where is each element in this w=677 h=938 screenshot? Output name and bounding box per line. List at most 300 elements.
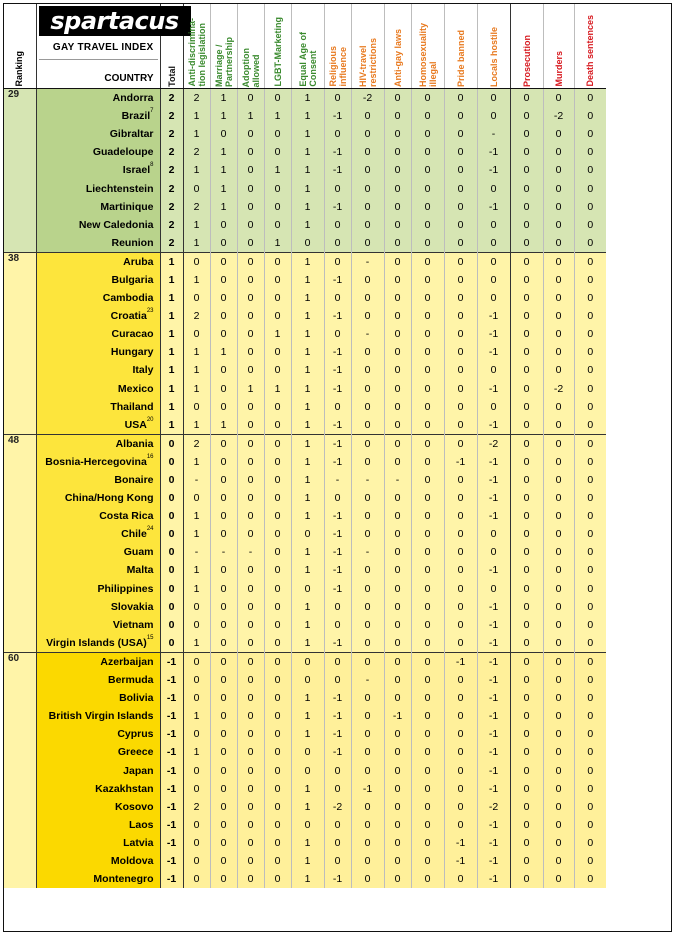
value-cell: 0 bbox=[510, 179, 543, 197]
value-cell: 0 bbox=[183, 289, 210, 307]
total-cell: 0 bbox=[160, 561, 183, 579]
total-cell: -1 bbox=[160, 834, 183, 852]
value-cell: 0 bbox=[510, 780, 543, 798]
value-cell: 1 bbox=[291, 398, 324, 416]
ranking-header bbox=[3, 3, 36, 89]
table-body bbox=[3, 89, 606, 889]
value-cell: 0 bbox=[291, 580, 324, 598]
value-cell: 0 bbox=[411, 380, 444, 398]
total-cell: -1 bbox=[160, 725, 183, 743]
value-cell: 0 bbox=[237, 580, 264, 598]
value-cell: 0 bbox=[351, 852, 384, 870]
total-cell: -1 bbox=[160, 870, 183, 888]
value-cell: 0 bbox=[574, 453, 606, 471]
country-cell bbox=[36, 325, 160, 343]
value-cell: - bbox=[237, 543, 264, 561]
table-row bbox=[3, 561, 606, 579]
country-cell bbox=[36, 380, 160, 398]
value-cell: 0 bbox=[574, 398, 606, 416]
value-cell: 0 bbox=[543, 725, 574, 743]
total-cell: 1 bbox=[160, 398, 183, 416]
value-cell: 0 bbox=[411, 179, 444, 197]
value-cell: 0 bbox=[210, 434, 237, 453]
value-cell: 0 bbox=[574, 198, 606, 216]
value-cell: 1 bbox=[237, 107, 264, 125]
footnote-marker: 7 bbox=[150, 108, 154, 115]
country-name: Cambodia bbox=[102, 292, 154, 305]
value-cell: 0 bbox=[574, 816, 606, 834]
table-row bbox=[3, 234, 606, 253]
country-cell bbox=[36, 707, 160, 725]
value-cell: 0 bbox=[183, 780, 210, 798]
value-cell: 2 bbox=[183, 143, 210, 161]
value-cell: 1 bbox=[291, 489, 324, 507]
value-cell: 0 bbox=[210, 289, 237, 307]
country-cell bbox=[36, 307, 160, 325]
value-cell: 0 bbox=[237, 416, 264, 435]
value-cell: 0 bbox=[543, 598, 574, 616]
total-cell: 1 bbox=[160, 380, 183, 398]
value-cell: 0 bbox=[324, 652, 351, 671]
value-cell: 0 bbox=[210, 761, 237, 779]
value-cell: -1 bbox=[384, 707, 411, 725]
value-cell: 0 bbox=[510, 489, 543, 507]
value-cell: 1 bbox=[291, 89, 324, 108]
value-cell: 0 bbox=[351, 561, 384, 579]
value-cell: 0 bbox=[574, 380, 606, 398]
value-cell: 0 bbox=[264, 798, 291, 816]
value-cell: 0 bbox=[324, 671, 351, 689]
column-header-label: Death sentences bbox=[585, 15, 596, 87]
total-cell: 0 bbox=[160, 525, 183, 543]
value-cell: 0 bbox=[510, 252, 543, 271]
value-cell: -1 bbox=[477, 671, 510, 689]
value-cell: 0 bbox=[264, 634, 291, 653]
table-row bbox=[3, 198, 606, 216]
value-cell: 0 bbox=[411, 125, 444, 143]
value-cell: 0 bbox=[384, 289, 411, 307]
value-cell: 0 bbox=[510, 216, 543, 234]
value-cell: 0 bbox=[237, 743, 264, 761]
country-cell bbox=[36, 634, 160, 653]
value-cell: 0 bbox=[411, 616, 444, 634]
value-cell: 0 bbox=[411, 507, 444, 525]
value-cell: 0 bbox=[543, 761, 574, 779]
value-cell: 1 bbox=[291, 216, 324, 234]
value-cell: 0 bbox=[351, 234, 384, 253]
column-header-label: Homosexuality illegal bbox=[417, 22, 438, 87]
value-cell: 0 bbox=[543, 507, 574, 525]
value-cell: 0 bbox=[237, 707, 264, 725]
value-cell: 0 bbox=[510, 852, 543, 870]
value-cell: 0 bbox=[574, 416, 606, 435]
value-cell: 0 bbox=[444, 816, 477, 834]
table-row bbox=[3, 361, 606, 379]
value-cell: 0 bbox=[264, 198, 291, 216]
value-cell: 0 bbox=[543, 307, 574, 325]
value-cell: 0 bbox=[543, 216, 574, 234]
value-cell: 1 bbox=[210, 179, 237, 197]
value-cell: 0 bbox=[574, 89, 606, 108]
value-cell: 1 bbox=[291, 852, 324, 870]
value-cell: 0 bbox=[411, 852, 444, 870]
value-cell: 0 bbox=[237, 343, 264, 361]
value-cell: 0 bbox=[510, 743, 543, 761]
table-row bbox=[3, 89, 606, 108]
value-cell: 0 bbox=[411, 652, 444, 671]
value-cell: 2 bbox=[183, 307, 210, 325]
country-cell bbox=[36, 870, 160, 888]
value-cell: 0 bbox=[444, 216, 477, 234]
value-cell: 0 bbox=[237, 489, 264, 507]
value-cell: 0 bbox=[384, 489, 411, 507]
value-cell: 0 bbox=[510, 198, 543, 216]
footnote-marker: 23 bbox=[146, 308, 154, 315]
value-cell: 1 bbox=[183, 634, 210, 653]
value-cell: 0 bbox=[210, 707, 237, 725]
value-cell: 1 bbox=[264, 380, 291, 398]
value-cell: 0 bbox=[543, 671, 574, 689]
value-cell: 0 bbox=[574, 707, 606, 725]
value-cell: 1 bbox=[291, 834, 324, 852]
country-cell bbox=[36, 725, 160, 743]
column-header-10 bbox=[444, 3, 477, 89]
country-name: Moldova bbox=[110, 854, 154, 867]
value-cell: 0 bbox=[574, 743, 606, 761]
value-cell: 0 bbox=[210, 325, 237, 343]
value-cell: 0 bbox=[210, 216, 237, 234]
value-cell: - bbox=[183, 471, 210, 489]
value-cell: 0 bbox=[444, 634, 477, 653]
value-cell: 0 bbox=[210, 671, 237, 689]
value-cell: -1 bbox=[477, 834, 510, 852]
country-column-label: COUNTRY bbox=[104, 73, 154, 84]
value-cell: - bbox=[324, 471, 351, 489]
value-cell: 0 bbox=[264, 89, 291, 108]
value-cell: 0 bbox=[237, 598, 264, 616]
total-cell: 1 bbox=[160, 271, 183, 289]
value-cell: 0 bbox=[210, 816, 237, 834]
value-cell: 1 bbox=[183, 453, 210, 471]
value-cell: 0 bbox=[237, 780, 264, 798]
value-cell: 0 bbox=[210, 361, 237, 379]
value-cell: 0 bbox=[264, 707, 291, 725]
value-cell: 0 bbox=[411, 234, 444, 253]
value-cell: -1 bbox=[324, 107, 351, 125]
value-cell: 0 bbox=[237, 398, 264, 416]
value-cell: -1 bbox=[477, 416, 510, 435]
value-cell: 0 bbox=[237, 834, 264, 852]
country-cell bbox=[36, 216, 160, 234]
value-cell: 0 bbox=[510, 652, 543, 671]
value-cell: 0 bbox=[411, 398, 444, 416]
value-cell: 0 bbox=[384, 852, 411, 870]
value-cell: 0 bbox=[384, 161, 411, 179]
value-cell: -1 bbox=[477, 634, 510, 653]
value-cell: 0 bbox=[237, 852, 264, 870]
value-cell: 0 bbox=[574, 234, 606, 253]
country-cell bbox=[36, 107, 160, 125]
value-cell: -1 bbox=[444, 834, 477, 852]
table-row bbox=[3, 816, 606, 834]
country-name: Bosnia-Hercegovina bbox=[45, 455, 147, 468]
value-cell: 0 bbox=[237, 289, 264, 307]
value-cell: 0 bbox=[324, 761, 351, 779]
value-cell: -1 bbox=[477, 561, 510, 579]
value-cell: 0 bbox=[264, 271, 291, 289]
value-cell: 1 bbox=[291, 434, 324, 453]
table-row bbox=[3, 616, 606, 634]
total-cell: 0 bbox=[160, 634, 183, 653]
value-cell: -2 bbox=[324, 798, 351, 816]
value-cell: 0 bbox=[411, 453, 444, 471]
value-cell: 0 bbox=[543, 143, 574, 161]
table-row bbox=[3, 434, 606, 453]
table-row bbox=[3, 343, 606, 361]
value-cell: 0 bbox=[264, 816, 291, 834]
column-header-label: Religious influence bbox=[327, 46, 348, 87]
value-cell: 0 bbox=[264, 852, 291, 870]
value-cell: 0 bbox=[183, 671, 210, 689]
value-cell: 0 bbox=[543, 416, 574, 435]
value-cell: 0 bbox=[543, 525, 574, 543]
country-cell bbox=[36, 834, 160, 852]
country-name: Liechtenstein bbox=[85, 182, 154, 195]
value-cell: 0 bbox=[411, 707, 444, 725]
value-cell: 0 bbox=[574, 507, 606, 525]
value-cell: 1 bbox=[183, 361, 210, 379]
value-cell: 0 bbox=[264, 870, 291, 888]
value-cell: 0 bbox=[510, 707, 543, 725]
value-cell: 0 bbox=[444, 107, 477, 125]
value-cell: 0 bbox=[411, 161, 444, 179]
value-cell: -1 bbox=[324, 161, 351, 179]
total-cell: 2 bbox=[160, 198, 183, 216]
column-header-label: LGBT-Marketing bbox=[272, 17, 283, 87]
value-cell: 0 bbox=[510, 834, 543, 852]
value-cell: 0 bbox=[411, 761, 444, 779]
column-header-11 bbox=[477, 3, 510, 89]
value-cell: 0 bbox=[510, 598, 543, 616]
value-cell: 0 bbox=[351, 870, 384, 888]
value-cell: 0 bbox=[351, 307, 384, 325]
column-header-label: Locals hostile bbox=[488, 26, 499, 87]
value-cell: 0 bbox=[351, 107, 384, 125]
value-cell: 0 bbox=[351, 743, 384, 761]
value-cell: -1 bbox=[477, 307, 510, 325]
value-cell: 0 bbox=[444, 307, 477, 325]
total-cell: 2 bbox=[160, 161, 183, 179]
value-cell: 0 bbox=[384, 252, 411, 271]
value-cell: 0 bbox=[210, 870, 237, 888]
value-cell: 0 bbox=[384, 725, 411, 743]
column-header-label: Equal Age of Consent bbox=[297, 32, 318, 87]
value-cell: 0 bbox=[543, 434, 574, 453]
country-name: Italy bbox=[132, 364, 154, 377]
value-cell: 0 bbox=[411, 580, 444, 598]
value-cell: -1 bbox=[477, 325, 510, 343]
value-cell: 0 bbox=[543, 271, 574, 289]
country-name: Greece bbox=[117, 746, 154, 759]
value-cell: 0 bbox=[324, 252, 351, 271]
table-row bbox=[3, 525, 606, 543]
value-cell: 0 bbox=[324, 616, 351, 634]
value-cell: 0 bbox=[264, 834, 291, 852]
value-cell: 0 bbox=[384, 125, 411, 143]
value-cell: 1 bbox=[264, 325, 291, 343]
value-cell: 0 bbox=[444, 125, 477, 143]
value-cell: 0 bbox=[264, 743, 291, 761]
value-cell: 0 bbox=[210, 561, 237, 579]
header-divider bbox=[39, 59, 158, 60]
value-cell: 0 bbox=[210, 525, 237, 543]
value-cell: 0 bbox=[411, 543, 444, 561]
value-cell: 1 bbox=[291, 252, 324, 271]
country-cell bbox=[36, 816, 160, 834]
value-cell: 0 bbox=[444, 616, 477, 634]
value-cell: -1 bbox=[477, 507, 510, 525]
column-header-label: Anti-gay laws bbox=[392, 28, 403, 87]
value-cell: 0 bbox=[291, 652, 324, 671]
table-row bbox=[3, 125, 606, 143]
value-cell: -1 bbox=[324, 743, 351, 761]
table-row bbox=[3, 307, 606, 325]
value-cell: 0 bbox=[444, 671, 477, 689]
country-cell bbox=[36, 434, 160, 453]
country-cell bbox=[36, 289, 160, 307]
value-cell: 0 bbox=[351, 507, 384, 525]
value-cell: 1 bbox=[210, 161, 237, 179]
value-cell: 0 bbox=[543, 289, 574, 307]
table-row bbox=[3, 416, 606, 435]
value-cell: 0 bbox=[477, 361, 510, 379]
table-row bbox=[3, 743, 606, 761]
value-cell: 0 bbox=[237, 179, 264, 197]
value-cell: -1 bbox=[477, 852, 510, 870]
value-cell: 0 bbox=[183, 852, 210, 870]
value-cell: 0 bbox=[351, 289, 384, 307]
value-cell: 1 bbox=[291, 161, 324, 179]
total-cell: -1 bbox=[160, 707, 183, 725]
column-header-label: Murders bbox=[553, 51, 564, 87]
value-cell: 0 bbox=[351, 725, 384, 743]
value-cell: 0 bbox=[543, 343, 574, 361]
value-cell: 0 bbox=[543, 471, 574, 489]
value-cell: 0 bbox=[237, 125, 264, 143]
value-cell: 0 bbox=[210, 125, 237, 143]
value-cell: 0 bbox=[237, 561, 264, 579]
value-cell: 0 bbox=[411, 798, 444, 816]
value-cell: 0 bbox=[477, 525, 510, 543]
value-cell: 0 bbox=[384, 398, 411, 416]
column-header-label: Adoption allowed bbox=[240, 47, 261, 87]
table-row bbox=[3, 870, 606, 888]
value-cell: 0 bbox=[237, 634, 264, 653]
value-cell: 0 bbox=[384, 816, 411, 834]
value-cell: 0 bbox=[411, 107, 444, 125]
value-cell: 0 bbox=[264, 561, 291, 579]
value-cell: 0 bbox=[411, 489, 444, 507]
country-name: Azerbaijan bbox=[100, 655, 154, 668]
value-cell: 0 bbox=[291, 234, 324, 253]
value-cell: 0 bbox=[574, 525, 606, 543]
value-cell: 0 bbox=[384, 634, 411, 653]
country-name: Bulgaria bbox=[111, 273, 154, 286]
value-cell: 0 bbox=[510, 380, 543, 398]
value-cell: 0 bbox=[543, 234, 574, 253]
value-cell: 0 bbox=[264, 652, 291, 671]
value-cell: 0 bbox=[237, 616, 264, 634]
country-name: Curacao bbox=[111, 328, 154, 341]
value-cell: 0 bbox=[510, 870, 543, 888]
country-name: Bolivia bbox=[119, 692, 154, 705]
value-cell: 0 bbox=[510, 471, 543, 489]
value-cell: 0 bbox=[411, 89, 444, 108]
value-cell: 0 bbox=[384, 416, 411, 435]
value-cell: 1 bbox=[183, 507, 210, 525]
value-cell: 0 bbox=[264, 507, 291, 525]
total-cell: 0 bbox=[160, 580, 183, 598]
value-cell: 0 bbox=[444, 252, 477, 271]
value-cell: 0 bbox=[210, 489, 237, 507]
column-header-label: Pride banned bbox=[455, 29, 466, 87]
value-cell: -2 bbox=[477, 798, 510, 816]
value-cell: -2 bbox=[543, 107, 574, 125]
value-cell: 0 bbox=[351, 216, 384, 234]
value-cell: 0 bbox=[477, 89, 510, 108]
value-cell: 0 bbox=[543, 325, 574, 343]
value-cell: 0 bbox=[543, 561, 574, 579]
total-cell: -1 bbox=[160, 798, 183, 816]
value-cell: 0 bbox=[351, 489, 384, 507]
country-cell bbox=[36, 453, 160, 471]
value-cell: 0 bbox=[210, 307, 237, 325]
country-name: Croatia bbox=[110, 310, 147, 323]
value-cell: 0 bbox=[183, 725, 210, 743]
value-cell: 0 bbox=[384, 616, 411, 634]
value-cell: 0 bbox=[510, 616, 543, 634]
country-cell bbox=[36, 143, 160, 161]
total-cell: -1 bbox=[160, 652, 183, 671]
value-cell: 0 bbox=[384, 434, 411, 453]
table-row bbox=[3, 852, 606, 870]
value-cell: 0 bbox=[324, 598, 351, 616]
value-cell: 0 bbox=[444, 416, 477, 435]
value-cell: 0 bbox=[237, 361, 264, 379]
value-cell: -1 bbox=[477, 870, 510, 888]
country-cell bbox=[36, 179, 160, 197]
table-row bbox=[3, 707, 606, 725]
value-cell: 0 bbox=[384, 743, 411, 761]
value-cell: 0 bbox=[444, 361, 477, 379]
value-cell: 0 bbox=[444, 507, 477, 525]
total-cell: -1 bbox=[160, 852, 183, 870]
country-cell bbox=[36, 252, 160, 271]
table-row bbox=[3, 252, 606, 271]
total-cell: 2 bbox=[160, 107, 183, 125]
value-cell: 0 bbox=[351, 271, 384, 289]
value-cell: 0 bbox=[264, 289, 291, 307]
value-cell: 0 bbox=[210, 834, 237, 852]
value-cell: 0 bbox=[210, 743, 237, 761]
value-cell: -1 bbox=[477, 471, 510, 489]
value-cell: 0 bbox=[384, 143, 411, 161]
value-cell: 0 bbox=[574, 798, 606, 816]
value-cell: 0 bbox=[351, 125, 384, 143]
value-cell: 0 bbox=[411, 743, 444, 761]
value-cell: 0 bbox=[510, 325, 543, 343]
value-cell: 0 bbox=[210, 471, 237, 489]
